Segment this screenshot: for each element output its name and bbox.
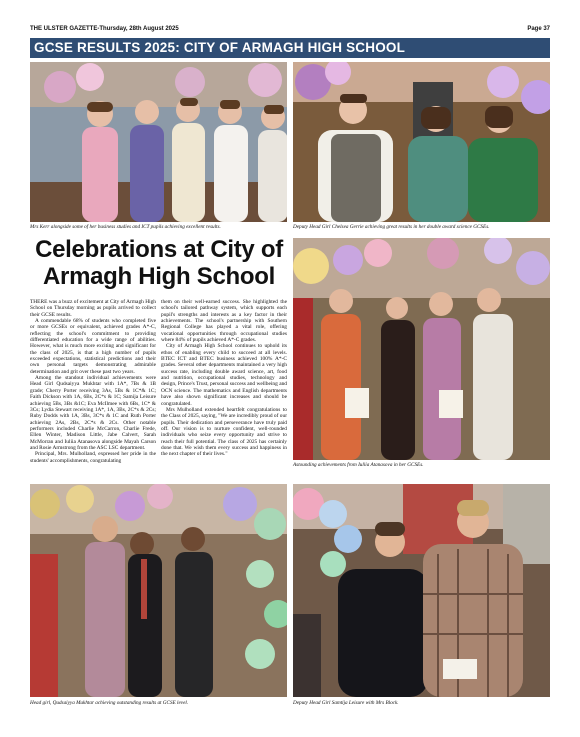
masthead-bar xyxy=(30,26,550,36)
masthead: THE ULSTER GAZETTE-Thursday, 28th August 2025 xyxy=(30,26,179,32)
caption-photo2: Deputy Head Girl Chelsea Gerrie achieving great results in her double award science GCSEs. xyxy=(293,224,490,230)
headline-line-2: Armagh High School xyxy=(43,263,275,290)
photo-business-studies-pupils xyxy=(30,62,287,222)
article-column-2 xyxy=(161,299,287,458)
photo-samtija-leisure-mrs-block xyxy=(293,484,550,697)
col1-para-1: THERE was a buzz of excitement at City of Armagh High School on Thursday morning as pupils arrived to collect their GCSE results. xyxy=(30,299,156,318)
headline-line-1: Celebrations at City of xyxy=(35,236,283,263)
col1-para-2: A commendable 68% of students who completed five or more GCSEs or equivalent, achieved grades A*-C, reflecting the school's commitment to providing differentiated education for a wide range of abilities. However, what is much more exciting and significant for the class of 2025, is that a high number of pupils exceeded expectations, statistical predictions and their own personal targets demonstrating admirable determination and grit over these past two years. xyxy=(30,318,156,375)
col2-para-1: them on their well-earned success. She highlighted the school's tailored pathway system, which supports each pupil's strengths and interests as a key factor in their achievements. The school's partnership with Southern Regional College has played a vital role, offering vocational opportunities through occupational studies where 84% of pupils achieved A*-C grades. xyxy=(161,299,287,344)
photo-head-girl-qudsaiyya xyxy=(30,484,287,697)
page-number: Page 37 xyxy=(527,26,550,32)
article-column-1 xyxy=(30,299,156,464)
caption-photo3: Astounding achievements from Iuliia Atanasova in her GCSEs. xyxy=(293,462,424,468)
section-banner: GCSE RESULTS 2025: CITY OF ARMAGH HIGH SCHOOL xyxy=(30,38,550,58)
col2-para-2: City of Armagh High School continues to uphold its ethos of enabling every child to succeed at all levels. BTEC ICT and BTEC business achieved 100% A*-C grades. Several other departments maintained a very high success rate, including double award science, art, food and nutrition, occupational studies, technology and design, Prince's Trust, personal success and wellbeing and OCN science. The mathematics and English departments have also shown significant increases and should be congratulated. xyxy=(161,343,287,407)
col1-para-3: Among the standout individual achievements were Head Girl Qudsaiyya Mukhtar with 1A*, 7Bs & 1B grade; Cherry Porter receiving 3As, 5Bs & 1C*& 1C; Faith Dickson with 1A, 6Bs, 2C*s & 1C; Samija Leisure achieving 5Bs, 3Bs &1C; Eva McIlmee with 6Bs, 1C* & 3Cs; Lydia Stewart receiving 1A*, 1A, 3Bs, 2C*s & 2Cs; Ruby Dodds with 1A, 3Bs, 3C*s & 1C and Ruth Porter achieving 2As, 2Bs, 2C*s & 2Cs. Other notable performers included Charlie McCarron, Charlie Frede, Ellen Winter, Madison Little, Jabe Calvert, Sarah McMorran and Iuliia Atanasova alongside Mayah Carson and Rosie Armstrong from the ASC LSC department. xyxy=(30,375,156,451)
col1-para-4: Principal, Mrs. Mulholland, expressed her pride in the students' accomplishments, congratulating xyxy=(30,451,156,464)
photo-iuliia-atanasova xyxy=(293,238,550,460)
caption-photo5: Deputy Head Girl Samtija Leisure with Mrs Block. xyxy=(293,700,399,706)
caption-photo4: Head girl, Qudsaiyya Mukhtar achieving outstanding results at GCSE level. xyxy=(30,700,189,706)
caption-photo1: Mrs Kerr alongside some of her business studies and ICT pupils achieving excellent results. xyxy=(30,224,221,230)
photo-deputy-head-girl-chelsea xyxy=(293,62,550,222)
article-headline xyxy=(30,236,288,290)
col2-para-3: Mrs Mulholland extended heartfelt congratulations to the Class of 2025, saying, "We are incredibly proud of our pupils. Their dedication and perseverance have truly paid off. Our vision is to nurture confident, well-rounded individuals who seize every opportunity and strive to reach their full potential. The class of 2025 has certainly done that. We wish them every success and happiness in the next chapter of their lives." xyxy=(161,406,287,458)
